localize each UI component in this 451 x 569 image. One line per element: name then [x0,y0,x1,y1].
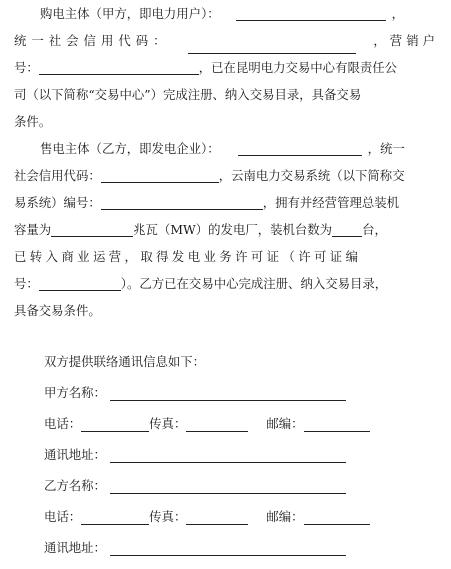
party-b-phone-label: 电话： [44,509,82,524]
party-b-intro-end: ，统一 [367,141,405,156]
party-b-capacity-line [14,216,439,243]
party-a-account-field[interactable] [39,59,199,75]
party-a-credit-label: 统一社会信用代码： [14,33,171,48]
party-a-name-row [44,381,346,405]
party-b-fax-field[interactable] [186,509,248,525]
party-b-credit-code-field[interactable] [101,167,219,183]
party-b-unit-count-field[interactable] [332,221,362,237]
party-a-intro-line [14,0,439,27]
party-a-address-field[interactable] [110,447,346,463]
party-b-license-after: ）。乙方已在交易中心完成注册、纳入交易目录， [120,276,388,291]
party-a-name-label: 甲方名称： [44,385,106,400]
party-a-name-field[interactable] [236,5,386,21]
party-b-license-label: 号： [14,276,39,291]
party-b-system-code-field[interactable] [101,194,263,210]
party-b-intro-line [14,135,439,162]
party-b-fax-label: 传真： [149,509,187,524]
party-b-phone-field[interactable] [81,509,149,525]
party-a-condition-line [14,108,439,135]
party-b-license-text: 已转入商业运营，取得发电业务许可证（许可证编 [14,249,362,264]
contact-party-a-name-field[interactable] [110,385,346,401]
party-b-phone-row [44,505,370,529]
party-b-condition-text: 具备交易条件。 [14,303,101,318]
party-a-intro-end: ， [391,6,405,21]
party-a-postcode-label: 邮编： [266,416,304,431]
party-a-intro-text: 购电主体（甲方，即电力用户）： [40,6,220,21]
contact-party-b-name-field[interactable] [110,478,346,494]
party-b-license-number-line [14,270,439,297]
party-a-registered-line [14,81,439,108]
party-b-credit-after: ，云南电力交易系统（以下简称交 [218,168,405,183]
party-b-address-field[interactable] [110,540,346,556]
contact-heading-text: 双方提供联络通讯信息如下： [44,354,206,369]
party-a-credit-code-field[interactable] [188,38,356,54]
party-b-system-after: ，拥有并经营管理总装机 [262,195,400,210]
party-a-fax-field[interactable] [186,416,248,432]
party-a-fax-label: 传真： [149,416,187,431]
party-a-condition-text: 条件。 [14,114,52,129]
party-a-account-line [14,54,439,81]
party-a-phone-label: 电话： [44,416,82,431]
party-a-phone-field[interactable] [81,416,149,432]
party-b-credit-line [14,162,439,189]
party-a-registered-text: 司（以下简称“交易中心”）完成注册、纳入交易目录，具备交易 [14,87,362,102]
party-a-address-label: 通讯地址： [44,447,106,462]
party-a-credit-end: ，营销户 [373,33,439,48]
party-a-credit-line [14,27,439,54]
party-b-address-row [44,536,346,560]
contact-heading [44,350,205,374]
party-b-capacity-label: 容量为 [14,222,52,237]
party-b-capacity-unit: 兆瓦（MW）的发电厂，装机台数为 [133,222,333,237]
party-b-system-line [14,189,439,216]
party-b-name-row [44,474,346,498]
party-b-condition-line [14,297,439,324]
party-b-name-label: 乙方名称： [44,478,106,493]
party-a-account-label: 号： [14,60,39,75]
party-b-postcode-field[interactable] [304,509,370,525]
party-b-name-field[interactable] [238,140,362,156]
party-a-postcode-field[interactable] [304,416,370,432]
party-b-postcode-label: 邮编： [266,509,304,524]
party-b-intro-text: 售电主体（乙方，即发电企业）： [40,141,220,156]
party-b-credit-label: 社会信用代码： [14,168,101,183]
party-b-address-label: 通讯地址： [44,540,106,555]
party-b-system-label: 易系统）编号： [14,195,101,210]
party-b-capacity-field[interactable] [51,221,133,237]
party-a-address-row [44,443,346,467]
party-b-license-number-field[interactable] [39,275,121,291]
party-b-unit-count-unit: 台， [362,222,387,237]
party-a-phone-row [44,412,370,436]
party-b-license-line [14,243,439,270]
party-a-account-after: ，已在昆明电力交易中心有限责任公 [198,60,398,75]
